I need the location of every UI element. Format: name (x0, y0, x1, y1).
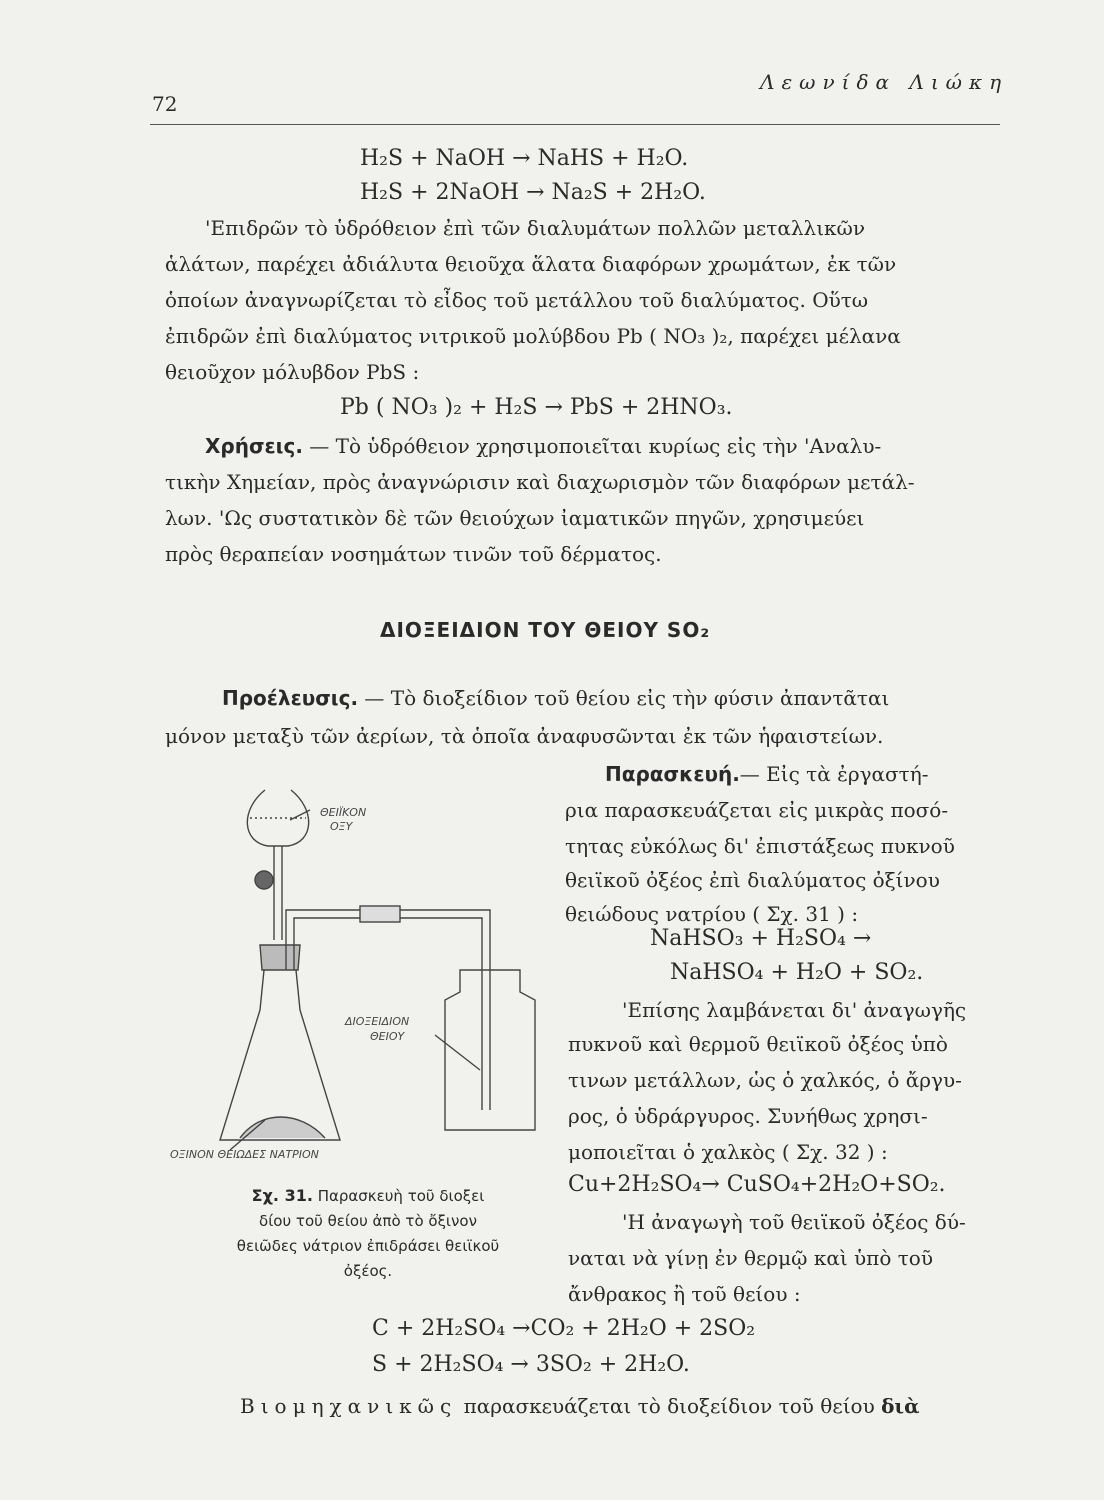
label-salt: ΟΞΙΝΟΝ ΘΕΙΩΔΕΣ ΝΑΤΡΙΟΝ (170, 1148, 319, 1161)
last-line-bold: διὰ (881, 1394, 920, 1418)
last-line-text: παρασκευάζεται τὸ διοξείδιον τοῦ θείου (463, 1394, 875, 1418)
caption-line: Σχ. 31. Παρασκευὴ τοῦ διοξει (251, 1186, 485, 1205)
spaced-word: Βιομηχανικῶς (240, 1394, 458, 1418)
label-acid-2: ΟΞΥ (330, 820, 353, 833)
text-line: θειϊκοῦ ὀξέος ἐπὶ διαλύματος ὀξίνου (565, 868, 940, 892)
text-line (222, 684, 889, 712)
text-line: ναται νὰ γίνῃ ἐν θερμῷ καὶ ὑπὸ τοῦ (568, 1246, 933, 1270)
label-dioxide-1: ΔΙΟΞΕΙΔΙΟΝ (345, 1015, 410, 1028)
caption-line: θειῶδες νάτριον ἐπιδράσει θειϊκοῦ (236, 1237, 500, 1255)
text-line: τινων μετάλλων, ὡς ὁ χαλκός, ὁ ἄργυ- (568, 1068, 962, 1092)
text-line: τικὴν Χημείαν, πρὸς ἀναγνώρισιν καὶ διαχωρισμὸν τῶν διαφόρων μετάλ- (165, 470, 915, 494)
apparatus-drawing (160, 770, 580, 1170)
text-line: θειοῦχον μόλυβδον PbS : (165, 360, 420, 384)
flask (220, 950, 340, 1140)
text-line (205, 432, 881, 460)
text-line: 'Επιδρῶν τὸ ὑδρόθειον ἐπὶ τῶν διαλυμάτων πολλῶν μεταλλικῶν (205, 216, 865, 240)
text-line: ἐπιδρῶν ἐπὶ διαλύματος νιτρικοῦ μολύβδου Pb ( NO₃ )₂, παρέχει μέλανα (165, 324, 901, 348)
apparatus-figure (160, 770, 580, 1200)
preparation-label: Παρασκευή. (605, 762, 740, 786)
text-line: πυκνοῦ καὶ θερμοῦ θειϊκοῦ ὀξέος ὑπὸ (568, 1032, 948, 1056)
caption-number: Σχ. 31. (251, 1186, 313, 1205)
stopcock (255, 871, 273, 889)
text-line: μόνον μεταξὺ τῶν ἀερίων, τὰ ὁποῖα ἀναφυσῶνται ἐκ τῶν ἡφαιστείων. (165, 724, 884, 748)
running-title: Λεωνίδα Λιώκη (760, 70, 1009, 94)
origin-first: — Τὸ διοξείδιον τοῦ θείου εἰς τὴν φύσιν ἀπαντᾶται (364, 686, 890, 710)
equation-pbs: Pb ( NO₃ )₂ + H₂S → PbS + 2HNO₃. (340, 395, 733, 420)
text-line: πρὸς θεραπείαν νοσημάτων τινῶν τοῦ δέρματος. (165, 542, 662, 566)
equation-nahso4: NaHSO₄ + H₂O + SO₂. (670, 960, 924, 985)
text-line: ἄνθρακος ἢ τοῦ θείου : (568, 1282, 801, 1306)
text-line: 'Η ἀναγωγὴ τοῦ θειϊκοῦ ὀξέος δύ- (622, 1210, 966, 1234)
delivery-tube (286, 910, 490, 1110)
preparation-first: — Εἰς τὰ ἐργαστή- (739, 762, 929, 786)
equation-1: H₂S + NaOH → NaHS + H₂O. (360, 146, 689, 171)
text-line: ρος, ὁ ὑδράργυρος. Συνήθως χρησι- (568, 1104, 928, 1128)
pointer-dioxide (435, 1035, 480, 1070)
header-rule (150, 124, 1000, 125)
label-acid-1: ΘΕΙΪΚΟΝ (320, 806, 367, 819)
label-dioxide-2: ΘΕΙΟΥ (370, 1030, 405, 1043)
uses-label: Χρήσεις. (205, 434, 303, 458)
uses-first: — Τὸ ὑδρόθειον χρησιμοποιεῖται κυρίως εἰς τὴν 'Αναλυ- (309, 434, 882, 458)
equation-nahso3: NaHSO₃ + H₂SO₄ → (650, 926, 872, 951)
equation-carbon: C + 2H₂SO₄ →CO₂ + 2H₂O + 2SO₂ (372, 1316, 756, 1341)
origin-label: Προέλευσις. (222, 686, 359, 710)
text-line: ρια παρασκευάζεται εἰς μικρὰς ποσό- (565, 798, 949, 822)
equation-2: H₂S + 2NaOH → Na₂S + 2H₂O. (360, 180, 706, 205)
page-number: 72 (152, 92, 178, 116)
salt-heap (240, 1117, 325, 1138)
funnel-stem (274, 846, 282, 940)
text-line: τητας εὐκόλως δι' ἐπιστάξεως πυκνοῦ (565, 834, 955, 858)
tube-joint (360, 906, 400, 922)
text-line (605, 760, 929, 788)
equation-cu: Cu+2H₂SO₄→ CuSO₄+2H₂O+SO₂. (568, 1172, 946, 1197)
text-line: λων. 'Ως συστατικὸν δὲ τῶν θειούχων ἰαματικῶν πηγῶν, χρησιμεύει (165, 506, 865, 530)
text-line: μοποιεῖται ὁ χαλκὸς ( Σχ. 32 ) : (568, 1140, 888, 1164)
text-line: ὁποίων ἀναγνωρίζεται τὸ εἶδος τοῦ μετάλλου τοῦ διαλύματος. Οὕτω (165, 288, 869, 312)
caption-line: ὀξέος. (343, 1262, 393, 1280)
text-line: θειώδους νατρίου ( Σχ. 31 ) : (565, 902, 859, 926)
figure-caption (178, 1183, 558, 1284)
text-line: ἁλάτων, παρέχει ἀδιάλυτα θειοῦχα ἅλατα διαφόρων χρωμάτων, ἐκ τῶν (165, 252, 897, 276)
caption-line: δίου τοῦ θείου ἀπὸ τὸ ὄξινον (259, 1212, 477, 1230)
section-heading: ΔΙΟΞΕΙΔΙΟΝ ΤΟΥ ΘΕΙΟΥ SO₂ (380, 618, 711, 642)
text-line: 'Επίσης λαμβάνεται δι' ἀναγωγῆς (622, 998, 967, 1022)
last-line (240, 1392, 920, 1420)
equation-sulfur: S + 2H₂SO₄ → 3SO₂ + 2H₂O. (372, 1352, 690, 1377)
